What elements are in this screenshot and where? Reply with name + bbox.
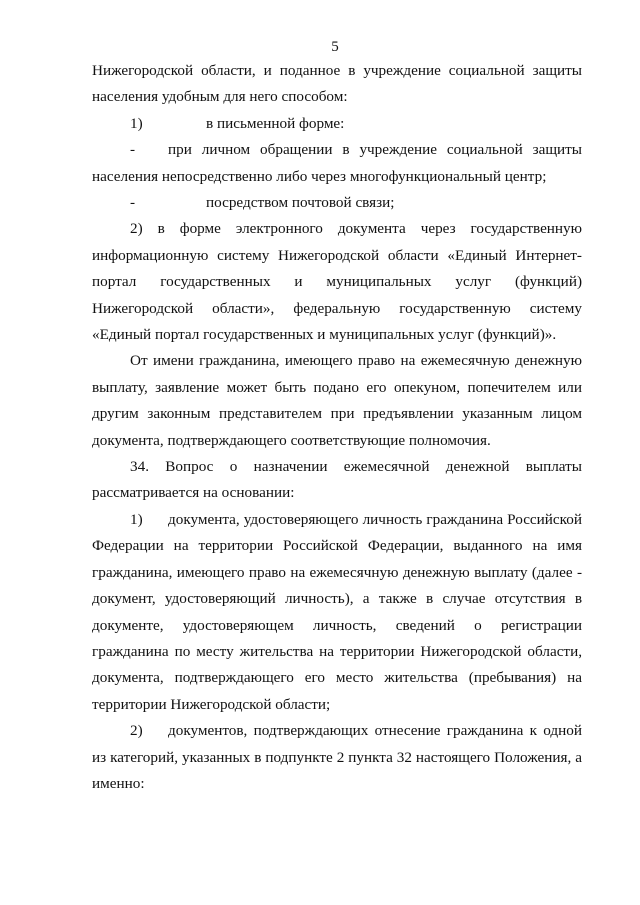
intro-paragraph: Нижегородской области, и поданное в учреждение социальной защиты населения удобным для него способом: <box>92 62 582 106</box>
electronic-form-paragraph: 2) в форме электронного документа через государственную информационную систему Нижегородской области «Единый Интернет-портал государственных и муниципальных услуг (функций) Нижегородской области», федеральную государственную систему «Единый портал государственных и муниципальных услуг (функций)». <box>92 220 582 344</box>
list-marker: 1) <box>130 510 143 528</box>
list-item-text: в письменной форме: <box>206 114 345 132</box>
list-marker: 1) <box>130 114 143 132</box>
dash-marker: - <box>130 141 136 159</box>
dash-item-text: посредством почтовой связи; <box>206 194 395 212</box>
dash-item-personal-visit <box>92 137 582 190</box>
representative-paragraph: От имени гражданина, имеющего право на ежемесячную денежную выплату, заявление может быть подано его опекуном, попечителем или другим законным представителем при предъявлении указанным лицом документа, подтверждающего соответствующие полномочия. <box>92 352 582 449</box>
dash-item-postal <box>92 190 582 216</box>
list-item-written-form <box>92 111 582 137</box>
point-34-paragraph: 34. Вопрос о назначении ежемесячной денежной выплаты рассматривается на основании: <box>92 458 582 502</box>
document-page <box>92 36 582 797</box>
list-item-text: документов, подтверждающих отнесение гражданина к одной из категорий, указанных в подпункте 2 пункта 32 настоящего Положения, а именно: <box>92 722 582 792</box>
page-number: 5 <box>331 39 339 55</box>
dash-item-text: при личном обращении в учреждение социальной защиты населения непосредственно либо через многофункциональный центр; <box>92 141 582 185</box>
dash-marker: - <box>130 194 136 212</box>
list-marker: 2) <box>130 722 143 740</box>
document-item-identity <box>92 507 582 718</box>
list-item-text: документа, удостоверяющего личность гражданина Российской Федерации на территории Российской Федерации, выданного на имя гражданина, имеющего право на ежемесячную денежную выплату (далее - документ, удостоверяющий личность), а также в случае отсутствия в документе, удостоверяющем личность, сведений о регистрации гражданина по месту жительства на территории Нижегородской области, документа, подтверждающего его место жительства (пребывания) на территории Нижегородской области; <box>92 510 582 713</box>
document-item-category <box>92 718 582 797</box>
